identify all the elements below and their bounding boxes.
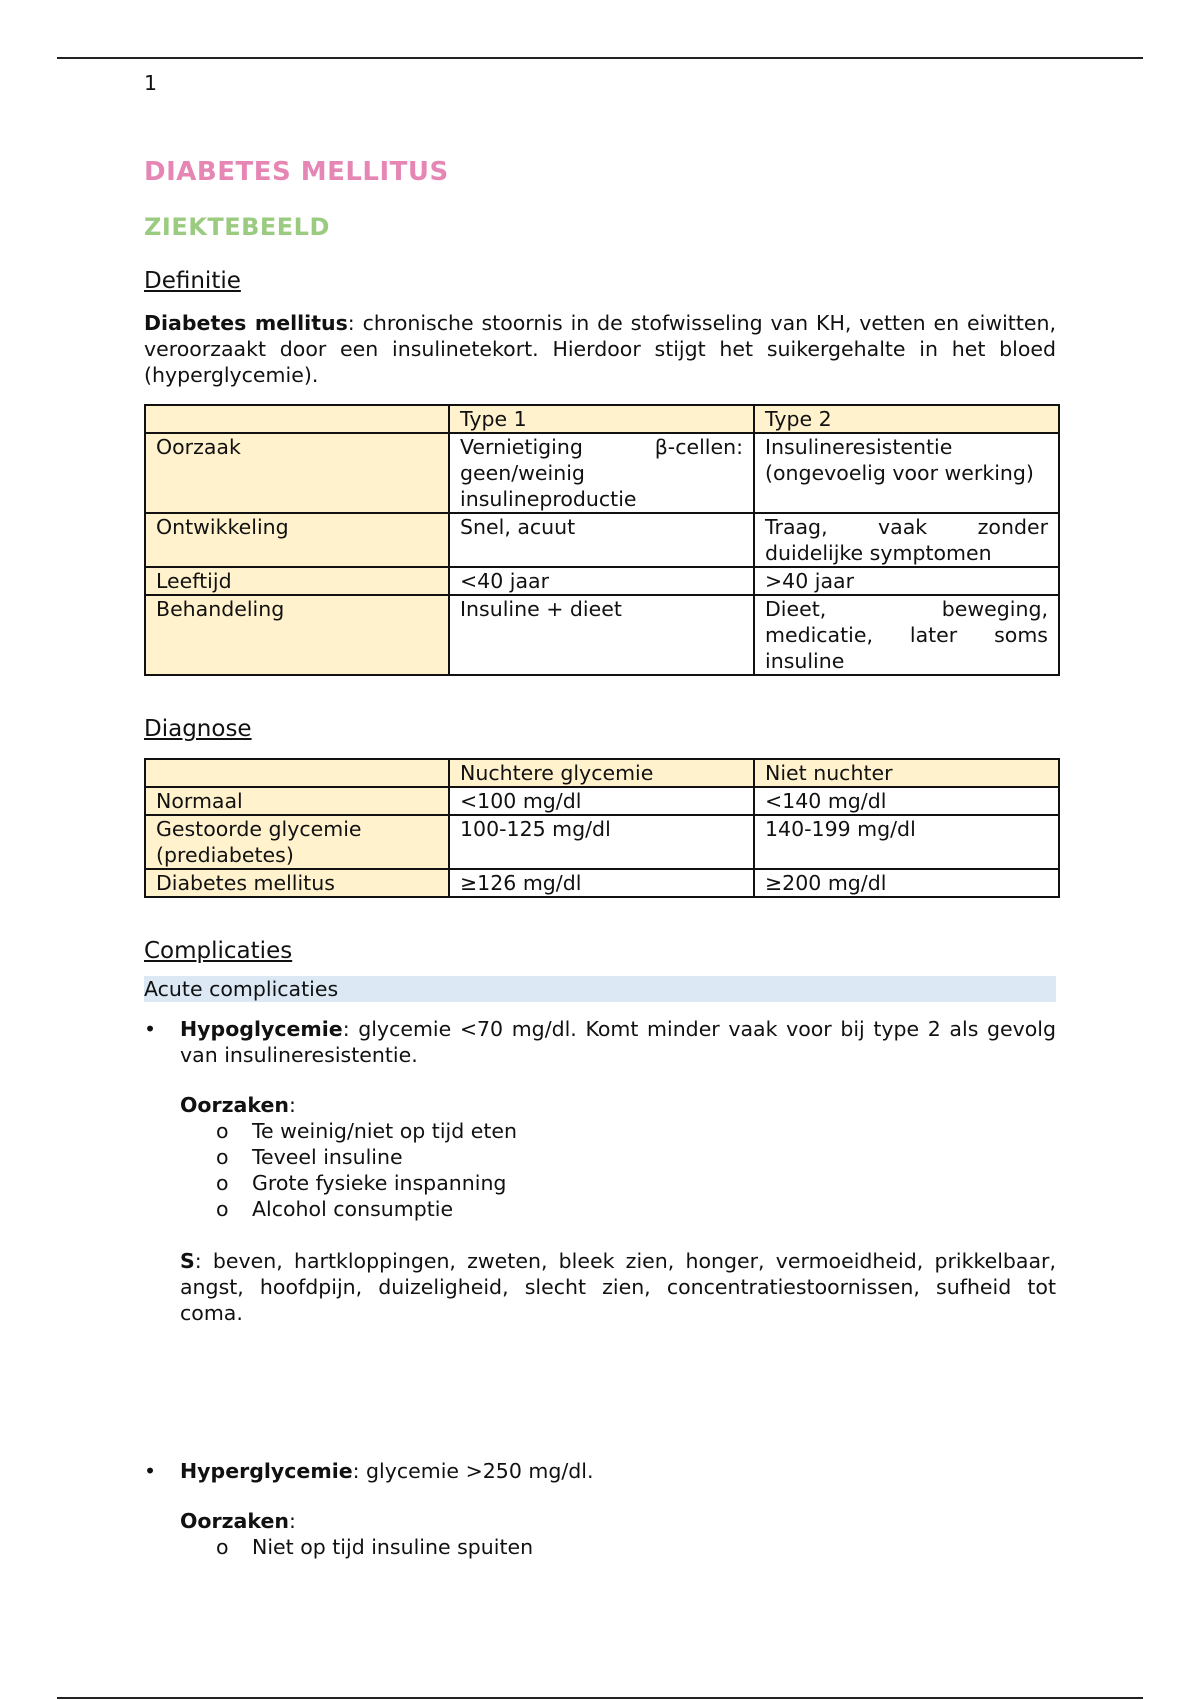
row-label: Behandeling [145, 595, 449, 675]
table-row [145, 433, 1059, 513]
hyper-paragraph [180, 1458, 1056, 1484]
hyper-text: : glycemie >250 mg/dl. [352, 1459, 594, 1483]
table-header-cell: Type 2 [754, 405, 1059, 433]
row-label: Normaal [145, 787, 449, 815]
table-cell: Dieet, beweging, medicatie, later soms insuline [754, 595, 1059, 675]
diagnose-heading: Diagnose [144, 716, 252, 742]
circle-bullet-icon: o [216, 1197, 229, 1221]
row-label: Diabetes mellitus [145, 869, 449, 897]
table-cell: Vernietiging β-cellen: geen/weinig insulineproductie [449, 433, 754, 513]
table-cell: 100-125 mg/dl [449, 815, 754, 869]
footer-rule [57, 1697, 1143, 1699]
complicaties-heading: Complicaties [144, 938, 293, 964]
definitie-term: Diabetes mellitus [144, 311, 348, 335]
definitie-heading: Definitie [144, 268, 241, 294]
bullet-icon: • [144, 1459, 157, 1483]
type-comparison-table [144, 404, 1060, 676]
row-label: Oorzaak [145, 433, 449, 513]
hypo-term: Hypoglycemie [180, 1017, 343, 1041]
hypo-oorzaken-label: Oorzaken: [180, 1093, 296, 1117]
table-cell: Insulineresistentie (ongevoelig voor werking) [754, 433, 1059, 513]
table-row [145, 595, 1059, 675]
symptomen-label: S [180, 1249, 195, 1273]
hypo-symptomen [180, 1248, 1056, 1326]
table-cell: >40 jaar [754, 567, 1059, 595]
hypo-paragraph [180, 1016, 1056, 1068]
table-cell: 140-199 mg/dl [754, 815, 1059, 869]
hyper-term: Hyperglycemie [180, 1459, 353, 1483]
symptomen-text: : beven, hartkloppingen, zweten, bleek zien, honger, vermoeidheid, prikkelbaar, angst, hoofdpijn, duizeligheid, slecht zien, concentratiestoornissen, sufheid tot coma. [180, 1249, 1056, 1325]
definitie-paragraph [144, 310, 1056, 388]
table-cell: <100 mg/dl [449, 787, 754, 815]
hyper-oorzaken-label: Oorzaken: [180, 1509, 296, 1533]
hypo-text: : glycemie <70 mg/dl. Komt minder vaak voor bij type 2 als gevolg van insulineresistentie. [180, 1017, 1056, 1067]
circle-bullet-icon: o [216, 1535, 229, 1559]
table-header-cell: Nuchtere glycemie [449, 759, 754, 787]
acute-complicaties-subheading: Acute complicaties [144, 976, 1056, 1002]
list-item: o Grote fysieke inspanning [216, 1171, 507, 1195]
table-header-cell [145, 759, 449, 787]
page-number: 1 [144, 71, 158, 95]
table-row [145, 567, 1059, 595]
table-cell: Snel, acuut [449, 513, 754, 567]
section-title: ZIEKTEBEELD [144, 213, 330, 241]
circle-bullet-icon: o [216, 1145, 229, 1169]
list-item-hyperglycemie [144, 1458, 1056, 1560]
document-title: DIABETES MELLITUS [144, 157, 449, 187]
list-item: o Niet op tijd insuline spuiten [216, 1535, 534, 1559]
table-cell: ≥126 mg/dl [449, 869, 754, 897]
hyper-oorzaken-list [180, 1534, 1056, 1560]
table-row [145, 869, 1059, 897]
table-header-cell: Niet nuchter [754, 759, 1059, 787]
list-item: o Alcohol consumptie [216, 1197, 454, 1221]
table-cell: Insuline + dieet [449, 595, 754, 675]
table-header-cell [145, 405, 449, 433]
table-header-cell: Type 1 [449, 405, 754, 433]
table-row [145, 815, 1059, 869]
table-cell: <140 mg/dl [754, 787, 1059, 815]
document-page [144, 70, 1056, 1560]
list-item-hypoglycemie [144, 1016, 1056, 1326]
bullet-icon: • [144, 1017, 157, 1041]
table-header-row [145, 405, 1059, 433]
header-rule [57, 57, 1143, 59]
table-header-row [145, 759, 1059, 787]
list-item: o Teveel insuline [216, 1145, 403, 1169]
row-label: Gestoorde glycemie (prediabetes) [145, 815, 449, 869]
table-cell: ≥200 mg/dl [754, 869, 1059, 897]
table-cell: <40 jaar [449, 567, 754, 595]
list-item: o Te weinig/niet op tijd eten [216, 1119, 517, 1143]
definitie-text: : chronische stoornis in de stofwisseling van KH, vetten en eiwitten, veroorzaakt door een insulinetekort. Hierdoor stijgt het suikergehalte in het bloed (hyperglycemie). [144, 311, 1056, 387]
row-label: Ontwikkeling [145, 513, 449, 567]
table-row [145, 787, 1059, 815]
circle-bullet-icon: o [216, 1171, 229, 1195]
hypo-oorzaken-list [180, 1118, 1056, 1222]
table-row [145, 513, 1059, 567]
row-label: Leeftijd [145, 567, 449, 595]
table-cell: Traag, vaak zonder duidelijke symptomen [754, 513, 1059, 567]
diagnose-table [144, 758, 1060, 898]
circle-bullet-icon: o [216, 1119, 229, 1143]
